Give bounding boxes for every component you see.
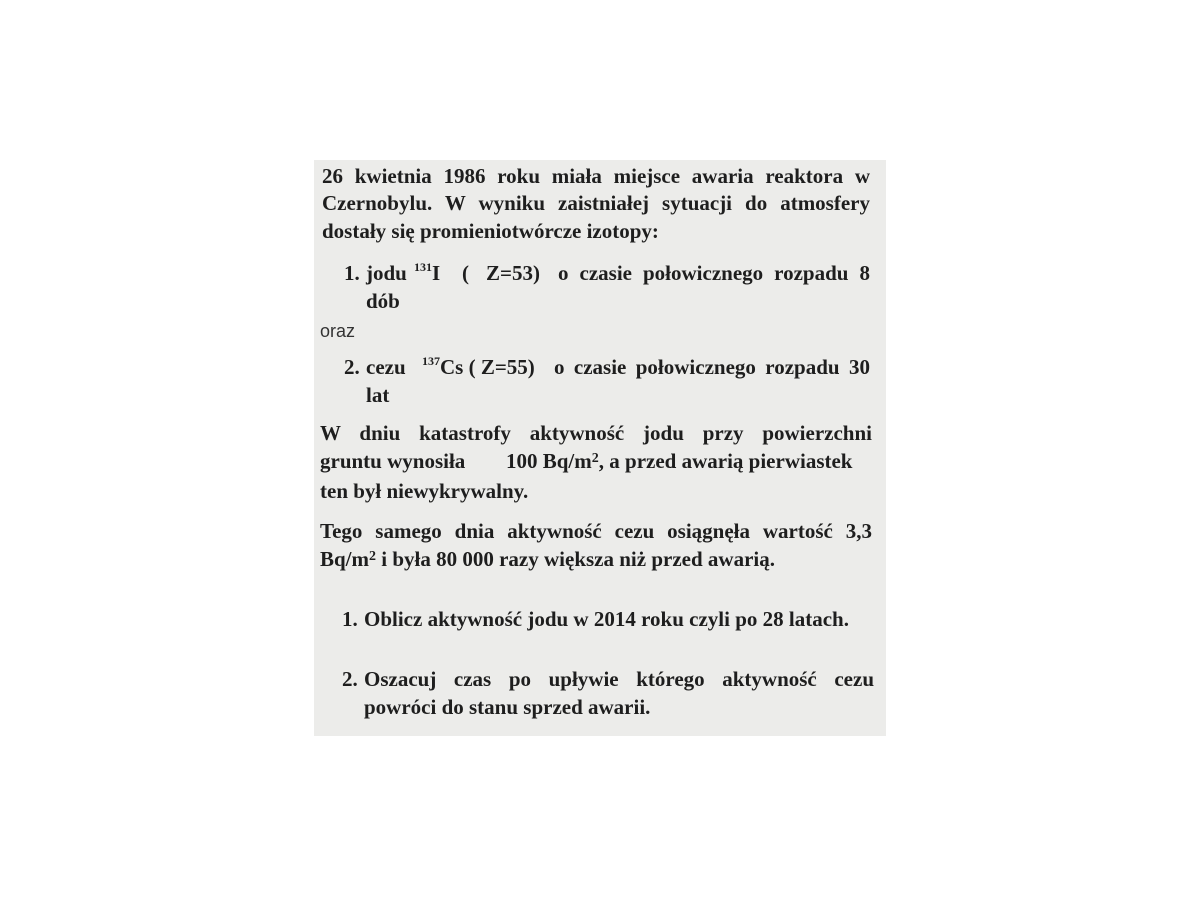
isotope-1-mass: 131 xyxy=(414,260,432,274)
iodine-line-3: ten był niewykrywalny. xyxy=(320,479,529,503)
isotope-1-number: 1. xyxy=(344,261,360,285)
iodine-line-2c: , a przed awarią pierwiastek xyxy=(598,449,853,473)
isotope-1-z: Z=53) xyxy=(486,261,540,285)
isotope-2-halflife: o czasie połowicznego rozpadu 30 xyxy=(554,355,870,379)
isotope-2-mass: 137 xyxy=(422,354,440,368)
isotope-2-nuclide xyxy=(422,352,535,382)
cesium-line-2-rest: i była 80 000 razy większa niż przed awarią. xyxy=(376,547,775,571)
isotope-1-word: jodu xyxy=(366,261,407,285)
iodine-activity-value: 100 Bq/m xyxy=(506,449,592,473)
isotope-1-unit: dób xyxy=(366,289,400,313)
iodine-line-2b xyxy=(506,446,852,476)
iodine-unit-exponent: 2 xyxy=(591,451,599,466)
isotope-2-number: 2. xyxy=(344,355,360,379)
task-2-line-1: Oszacuj czas po upływie którego aktywność cezu xyxy=(364,667,874,691)
isotope-1-paren: ( xyxy=(462,261,469,285)
isotope-1-halflife: o czasie połowicznego rozpadu 8 xyxy=(558,261,870,285)
iodine-line-2a: gruntu wynosiła xyxy=(320,449,466,473)
isotope-2-unit: lat xyxy=(366,383,390,407)
isotope-1-symbol: I xyxy=(432,261,441,285)
cesium-line-2 xyxy=(320,544,775,574)
isotope-2-symbol-z: Cs ( Z=55) xyxy=(440,355,535,379)
intro-line-2: Czernobylu. W wyniku zaistniałej sytuacji do atmosfery xyxy=(322,191,870,215)
task-2-line-2: powróci do stanu sprzed awarii. xyxy=(364,695,651,719)
intro-line-3: dostały się promieniotwórcze izotopy: xyxy=(322,219,659,243)
connector-text: oraz xyxy=(320,321,356,341)
task-2-number: 2. xyxy=(342,667,358,691)
iodine-line-1: W dniu katastrofy aktywność jodu przy powierzchni xyxy=(320,421,872,445)
cesium-unit: Bq/m xyxy=(320,547,370,571)
task-1-text: Oblicz aktywność jodu w 2014 roku czyli po 28 latach. xyxy=(364,607,849,631)
cesium-unit-exponent: 2 xyxy=(369,549,377,564)
isotope-1-nuclide xyxy=(414,258,440,288)
intro-line-1: 26 kwietnia 1986 roku miała miejsce awaria reaktora w xyxy=(322,164,870,188)
isotope-2-word: cezu xyxy=(366,355,406,379)
cesium-line-1: Tego samego dnia aktywność cezu osiągnęła wartość 3,3 xyxy=(320,519,872,543)
task-1-number: 1. xyxy=(342,607,358,631)
scanned-page xyxy=(314,160,886,736)
